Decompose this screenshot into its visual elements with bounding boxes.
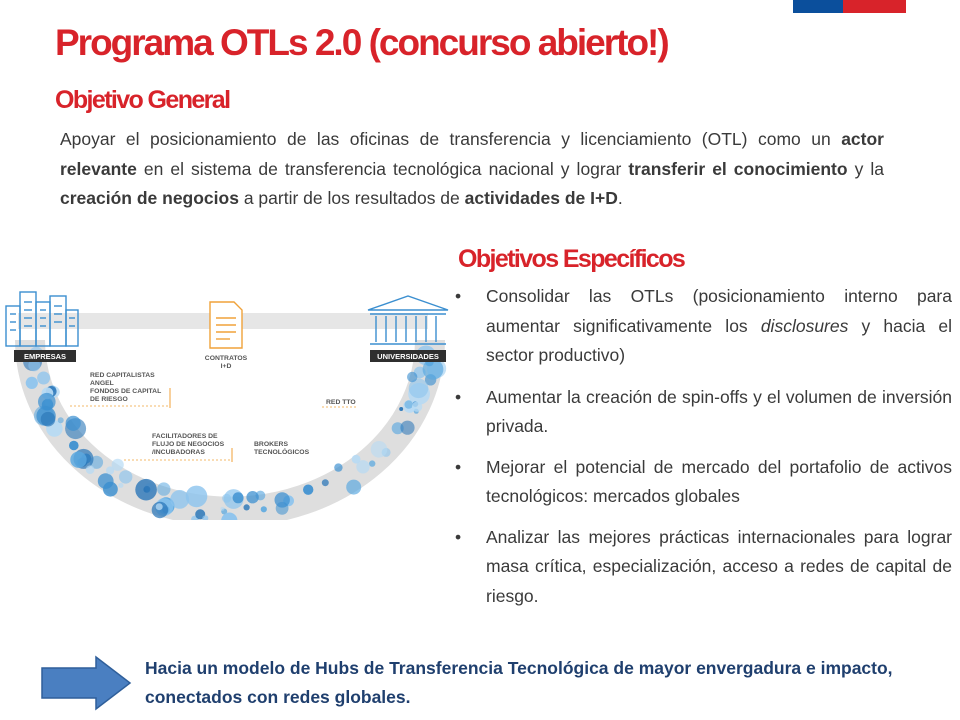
bubble-dot <box>405 400 413 408</box>
body-text: Aumentar la creación de spin-offs y el volumen de inversión privada. <box>486 386 952 436</box>
objetivos-especificos-list <box>452 282 952 611</box>
svg-text:FLUJO DE NEGOCIOS: FLUJO DE NEGOCIOS <box>152 441 225 448</box>
bubble-dot <box>119 470 132 483</box>
brokers-label <box>254 441 310 456</box>
bubble-dot <box>261 506 267 512</box>
body-text: Analizar las mejores prácticas internacionales para lograr masa crítica, especialización, acceso a redes de capital de riesgo. <box>486 526 952 606</box>
bubble-dot <box>346 480 361 495</box>
bubble-dot <box>399 407 403 411</box>
bubble-dot <box>156 503 163 510</box>
facilitadores-label <box>124 433 232 462</box>
body-text: a partir de los resultados de <box>238 188 465 208</box>
arrow-right-icon <box>40 655 132 711</box>
objetivo-item <box>452 282 952 371</box>
bubble-dot <box>66 416 81 431</box>
bubble-dot <box>233 492 244 503</box>
bubble-dot <box>369 460 375 466</box>
bubble-dot <box>41 412 56 427</box>
bubble-dot <box>303 485 313 495</box>
bubble-dot <box>400 421 414 435</box>
bubble-dot <box>86 465 95 474</box>
svg-text:BROKERS: BROKERS <box>254 441 288 448</box>
body-text: . <box>617 188 623 208</box>
bubble-dot <box>222 494 231 503</box>
bubble-dot <box>371 441 388 458</box>
flag-stripe-red <box>843 0 906 13</box>
bubble-dot <box>322 479 329 486</box>
body-text: Apoyar el posicionamiento de las oficinas de transferencia y licenciamiento (OTL) como un <box>60 129 842 149</box>
bubble-dot <box>407 372 417 382</box>
objetivos-especificos-heading: Objetivos Específicos <box>458 245 685 273</box>
bubble-dot <box>38 393 56 411</box>
flag-stripe-blue <box>793 0 843 13</box>
objetivo-item <box>452 453 952 512</box>
bubble-dot <box>157 482 170 495</box>
italic-text: disclosures <box>760 315 849 336</box>
body-text: Consolidar las OTLs (posicionamiento interno para aumentar significativamente los <box>486 286 952 336</box>
bubble-dot <box>37 372 50 385</box>
body-text: Mejorar el potencial de mercado del portafolio de activos tecnológicos: mercados globales <box>486 456 952 506</box>
emphasis-text: actor relevante <box>60 129 884 179</box>
objetivo-general-text <box>60 125 884 214</box>
page-title: Programa OTLs 2.0 (concurso abierto!) <box>55 22 668 63</box>
bubble-dot <box>186 486 208 508</box>
red-tto-label <box>322 399 358 407</box>
bubble-dot <box>69 441 79 451</box>
bubble-dot <box>170 490 189 509</box>
universidades-label: UNIVERSIDADES <box>377 352 439 361</box>
body-text: en el sistema de transferencia tecnológica nacional y lograr <box>136 158 629 179</box>
red-capitalistas-label <box>70 372 170 408</box>
bubble-dot <box>112 459 124 471</box>
svg-text:FACILITADORES DE: FACILITADORES DE <box>152 433 218 440</box>
svg-text:RED CAPITALISTAS: RED CAPITALISTAS <box>90 372 155 379</box>
svg-text:ANGEL: ANGEL <box>90 380 114 387</box>
objetivo-general-heading: Objetivo General <box>55 86 230 114</box>
bubble-dot <box>70 452 86 468</box>
bubble-dot <box>356 460 369 473</box>
bubble-dot <box>220 507 224 511</box>
svg-text:/INCUBADORAS: /INCUBADORAS <box>152 449 205 456</box>
svg-text:RED TTO: RED TTO <box>326 399 356 406</box>
body-text: y hacia el sector productivo) <box>486 315 953 365</box>
bubble-dot <box>275 492 290 507</box>
bubble-dot <box>26 377 38 389</box>
body-text: y la <box>847 158 884 179</box>
emphasis-text: creación de negocios <box>60 188 239 208</box>
contratos-label: I+D <box>220 363 232 370</box>
empresas-label: EMPRESAS <box>23 352 67 361</box>
conclusion-text: Hacia un modelo de Hubs de Transferencia Tecnológica de mayor envergadura e impacto, conectados con redes globales. <box>145 658 893 707</box>
bubble-dot <box>118 483 123 488</box>
bubble-dot <box>244 504 250 510</box>
svg-text:TECNOLÓGICOS: TECNOLÓGICOS <box>254 449 310 456</box>
emphasis-text: actividades de I+D <box>464 188 618 208</box>
objetivo-item <box>452 383 952 442</box>
objetivo-item <box>452 523 952 612</box>
emphasis-text: transferir el conocimiento <box>628 158 848 179</box>
document-icon <box>210 302 242 348</box>
svg-text:DE RIESGO: DE RIESGO <box>90 396 128 403</box>
bubble-dot <box>135 479 157 501</box>
bubble-dot <box>103 482 118 497</box>
bubble-dot <box>58 417 64 423</box>
contratos-label: CONTRATOS <box>204 355 248 362</box>
bubble-dot <box>412 402 422 412</box>
bubble-dot <box>246 491 258 503</box>
svg-text:FONDOS DE CAPITAL: FONDOS DE CAPITAL <box>90 388 162 395</box>
ecosystem-diagram <box>0 280 450 520</box>
bubble-dot <box>334 463 342 471</box>
